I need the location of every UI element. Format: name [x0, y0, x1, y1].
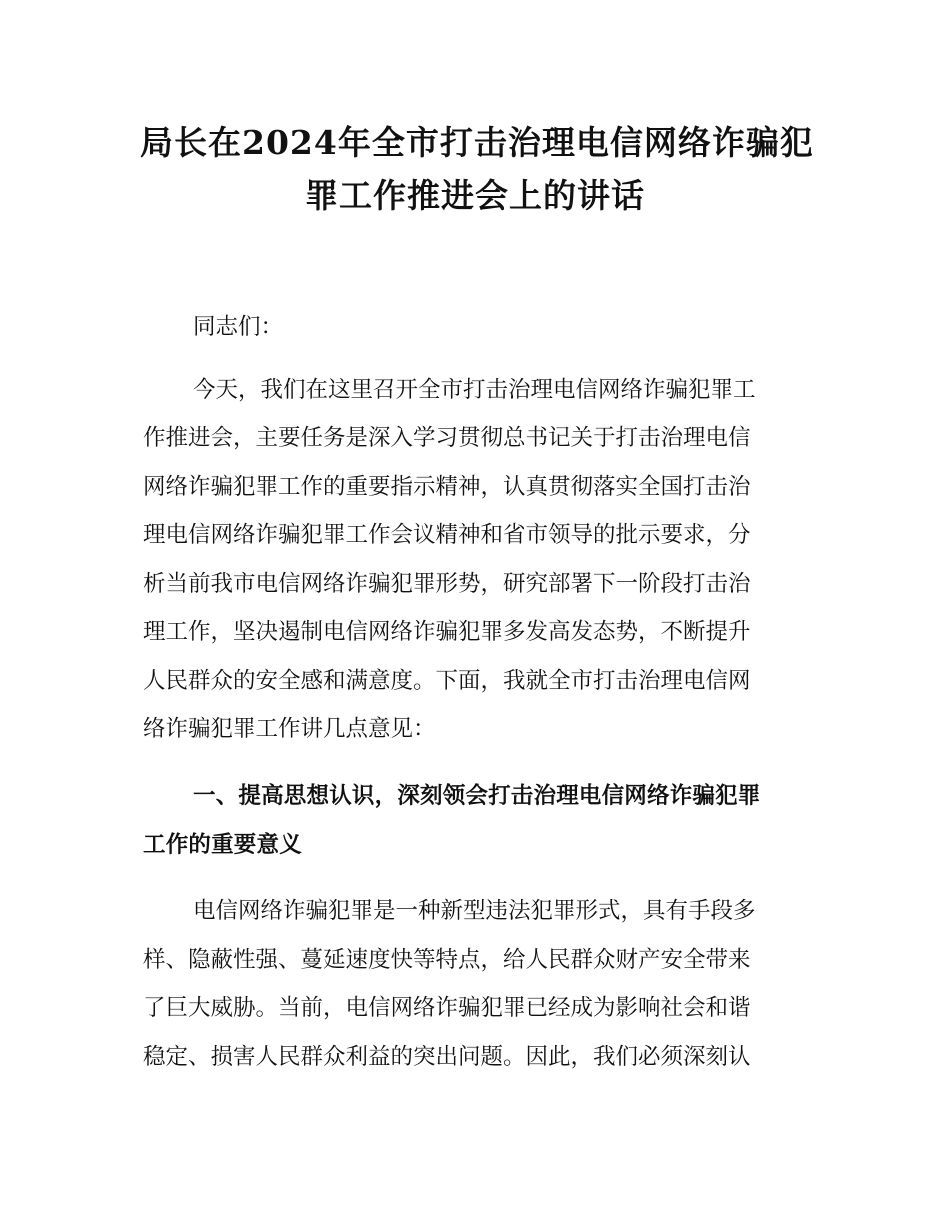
paragraph-1-line: 今天，我们在这里召开全市打击治理电信网络诈骗犯罪工: [193, 377, 756, 403]
section-1-heading-line: 工作的重要意义: [143, 832, 302, 858]
salutation: 同志们：: [193, 314, 284, 340]
paragraph-1-line: 人民群众的安全感和满意度。下面，我就全市打击治理电信网: [143, 668, 751, 694]
title-line: 罪工作推进会上的讲话: [305, 176, 645, 215]
paragraph-2-line: 了巨大威胁。当前，电信网络诈骗犯罪已经成为影响社会和谐: [143, 995, 751, 1021]
paragraph-1-line: 网络诈骗犯罪工作的重要指示精神，认真贯彻落实全国打击治: [143, 474, 751, 500]
section-1-heading-line: 一、提高思想认识，深刻领会打击治理电信网络诈骗犯罪: [193, 783, 761, 809]
paragraph-1-line: 理工作，坚决遏制电信网络诈骗犯罪多发高发态势，不断提升: [143, 619, 751, 645]
paragraph-1-line: 作推进会，主要任务是深入学习贯彻总书记关于打击治理电信: [143, 425, 751, 451]
paragraph-1-line: 理电信网络诈骗犯罪工作会议精神和省市领导的批示要求，分: [143, 522, 751, 548]
paragraph-1-line: 络诈骗犯罪工作讲几点意见：: [143, 716, 436, 742]
paragraph-1-line: 析当前我市电信网络诈骗犯罪形势，研究部署下一阶段打击治: [143, 571, 751, 597]
paragraph-2-line: 稳定、损害人民群众利益的突出问题。因此，我们必须深刻认: [143, 1044, 751, 1070]
paragraph-2-line: 样、隐蔽性强、蔓延速度快等特点，给人民群众财产安全带来: [143, 947, 751, 973]
document-title: [140, 116, 814, 222]
title-line: 局长在2024年全市打击治理电信网络诈骗犯: [140, 123, 814, 162]
paragraph-2-line: 电信网络诈骗犯罪是一种新型违法犯罪形式，具有手段多: [193, 898, 756, 924]
